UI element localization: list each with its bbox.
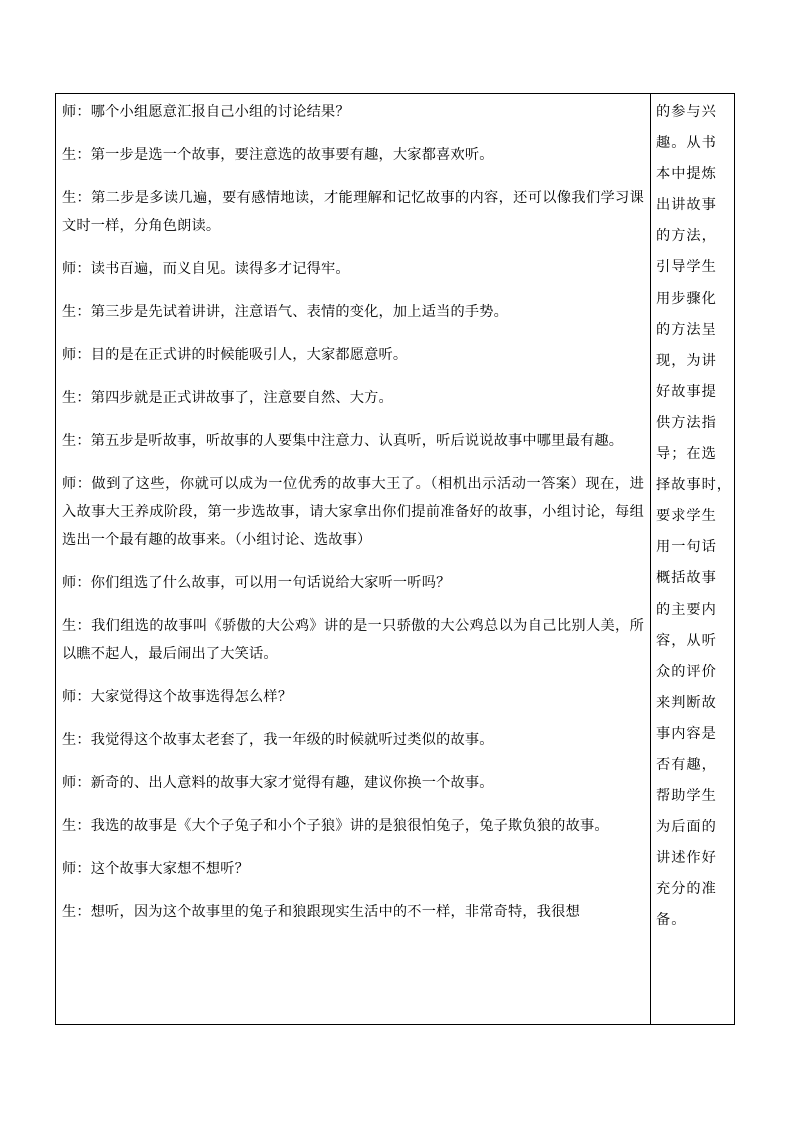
dialogue-line: 生：我们组选的故事叫《骄傲的大公鸡》讲的是一只骄傲的大公鸡总以为自己比别人美，所以瞧不起人，最后闹出了大笑话。 (62, 618, 644, 662)
commentary-line: 众的评价 (656, 663, 717, 680)
commentary-line: 本中提炼 (656, 166, 717, 183)
commentary-line: 讲述作好 (656, 850, 717, 867)
commentary-line: 的参与兴 (656, 104, 717, 120)
dialogue-line: 生：想听，因为这个故事里的兔子和狼跟现实生活中的不一样，非常奇特，我很想 (62, 904, 580, 920)
dialogue-line: 师：你们组选了什么故事，可以用一句话说给大家听一听吗？ (62, 575, 451, 591)
commentary-line: 的方法呈 (656, 321, 717, 338)
commentary-line: 引导学生 (656, 259, 717, 276)
dialogue-line: 生：第三步是先试着讲讲，注意语气、表情的变化，加上适当的手势。 (62, 304, 509, 320)
dialogue-line: 师：做到了这些，你就可以成为一位优秀的故事大王了。（相机出示活动一答案）现在，进入故事大王养成阶段，第一步选故事，请大家拿出你们提前准备好的故事，小组讨论，每组选出一个最有趣的故事来。（小组讨论、选故事） (62, 476, 644, 548)
commentary-line: 备。 (656, 912, 687, 929)
commentary-line: 充分的准 (656, 881, 717, 898)
dialogue-line: 生：第五步是听故事，听故事的人要集中注意力、认真听，听后说说故事中哪里最有趣。 (62, 433, 624, 449)
commentary-line: 用一句话 (656, 539, 717, 556)
commentary-line: 导；在选 (656, 446, 717, 463)
commentary-line: 的主要内 (656, 601, 717, 618)
commentary-line: 容，从听 (656, 632, 717, 649)
lesson-table (55, 93, 735, 1025)
column-divider (650, 94, 651, 1024)
dialogue-column (62, 98, 644, 941)
commentary-line: 否有趣， (656, 756, 717, 773)
commentary-line: 要求学生 (656, 508, 717, 525)
commentary-line: 现，为讲 (656, 352, 717, 369)
commentary-line: 事内容是 (656, 725, 717, 742)
dialogue-line: 师：新奇的、出人意料的故事大家才觉得有趣，建议你换一个故事。 (62, 775, 494, 791)
dialogue-line: 师：大家觉得这个故事选得怎么样？ (62, 689, 293, 705)
commentary-line: 好故事提 (656, 383, 717, 400)
commentary-line: 帮助学生 (656, 788, 717, 805)
commentary-line: 的方法， (656, 228, 717, 245)
commentary-line: 出讲故事 (656, 197, 717, 214)
dialogue-line: 师：目的是在正式讲的时候能吸引人，大家都愿意听。 (62, 347, 408, 363)
commentary-line: 趣。从书 (656, 135, 717, 152)
commentary-line: 用步骤化 (656, 290, 717, 307)
dialogue-line: 师：读书百遍，而义自见。读得多才记得牢。 (62, 261, 350, 277)
dialogue-line: 生：我觉得这个故事太老套了，我一年级的时候就听过类似的故事。 (62, 732, 494, 748)
dialogue-line: 生：第四步就是正式讲故事了，注意要自然、大方。 (62, 390, 393, 406)
dialogue-line: 生：第二步是多读几遍，要有感情地读，才能理解和记忆故事的内容，还可以像我们学习课文时一样，分角色朗读。 (62, 190, 644, 234)
dialogue-line: 生：第一步是选一个故事，要注意选的故事要有趣，大家都喜欢听。 (62, 147, 494, 163)
dialogue-line: 师：哪个小组愿意汇报自己小组的讨论结果？ (62, 104, 350, 120)
commentary-line: 来判断故 (656, 694, 717, 711)
dialogue-line: 生：我选的故事是《大个子兔子和小个子狼》讲的是狼很怕兔子，兔子欺负狼的故事。 (62, 818, 609, 834)
commentary-line: 择故事时， (656, 477, 732, 494)
dialogue-line: 师：这个故事大家想不想听？ (62, 861, 250, 877)
commentary-column (656, 98, 732, 938)
commentary-line: 概括故事 (656, 570, 717, 587)
commentary-line: 为后面的 (656, 819, 717, 836)
commentary-line: 供方法指 (656, 414, 717, 431)
